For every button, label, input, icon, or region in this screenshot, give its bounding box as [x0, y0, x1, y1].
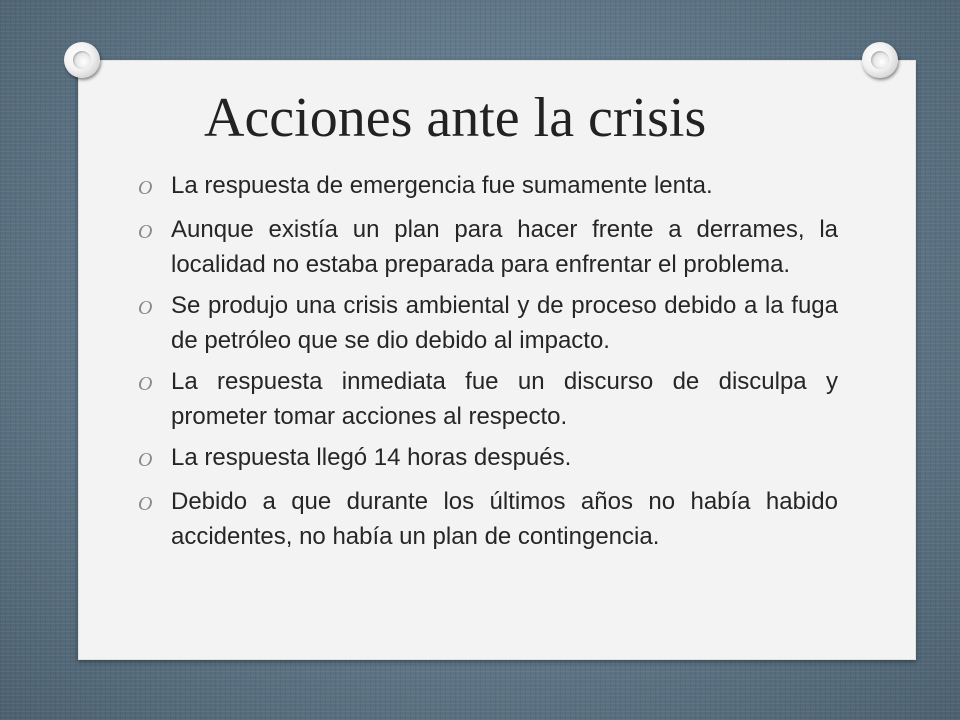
list-item [138, 212, 838, 282]
list-item [138, 288, 838, 358]
pushpin-icon [64, 42, 100, 78]
list-item [138, 484, 838, 554]
bullet-marker-icon: O [138, 449, 153, 471]
bullet-marker-icon: O [138, 493, 153, 515]
bullet-marker-icon: O [138, 221, 153, 243]
bullet-list [138, 168, 838, 560]
bullet-text: La respuesta inmediata fue un discurso de disculpa y prometer tomar acciones al respecto. [171, 368, 838, 430]
bullet-marker-icon: O [138, 297, 153, 319]
bullet-text: Debido a que durante los últimos años no había habido accidentes, no había un plan de contingencia. [171, 488, 838, 550]
bullet-text: Aunque existía un plan para hacer frente a derrames, la localidad no estaba preparada para enfrentar el problema. [171, 216, 838, 278]
pushpin-icon [862, 42, 898, 78]
bullet-text: La respuesta de emergencia fue sumamente lenta. [171, 172, 713, 199]
bullet-marker-icon: O [138, 373, 153, 395]
list-item [138, 364, 838, 434]
slide-title: Acciones ante la crisis [204, 87, 707, 149]
list-item [138, 168, 838, 206]
bullet-marker-icon: O [138, 177, 153, 199]
bullet-text: Se produjo una crisis ambiental y de proceso debido a la fuga de petróleo que se dio debido al impacto. [171, 292, 838, 354]
bullet-text: La respuesta llegó 14 horas después. [171, 444, 572, 471]
list-item [138, 440, 838, 478]
